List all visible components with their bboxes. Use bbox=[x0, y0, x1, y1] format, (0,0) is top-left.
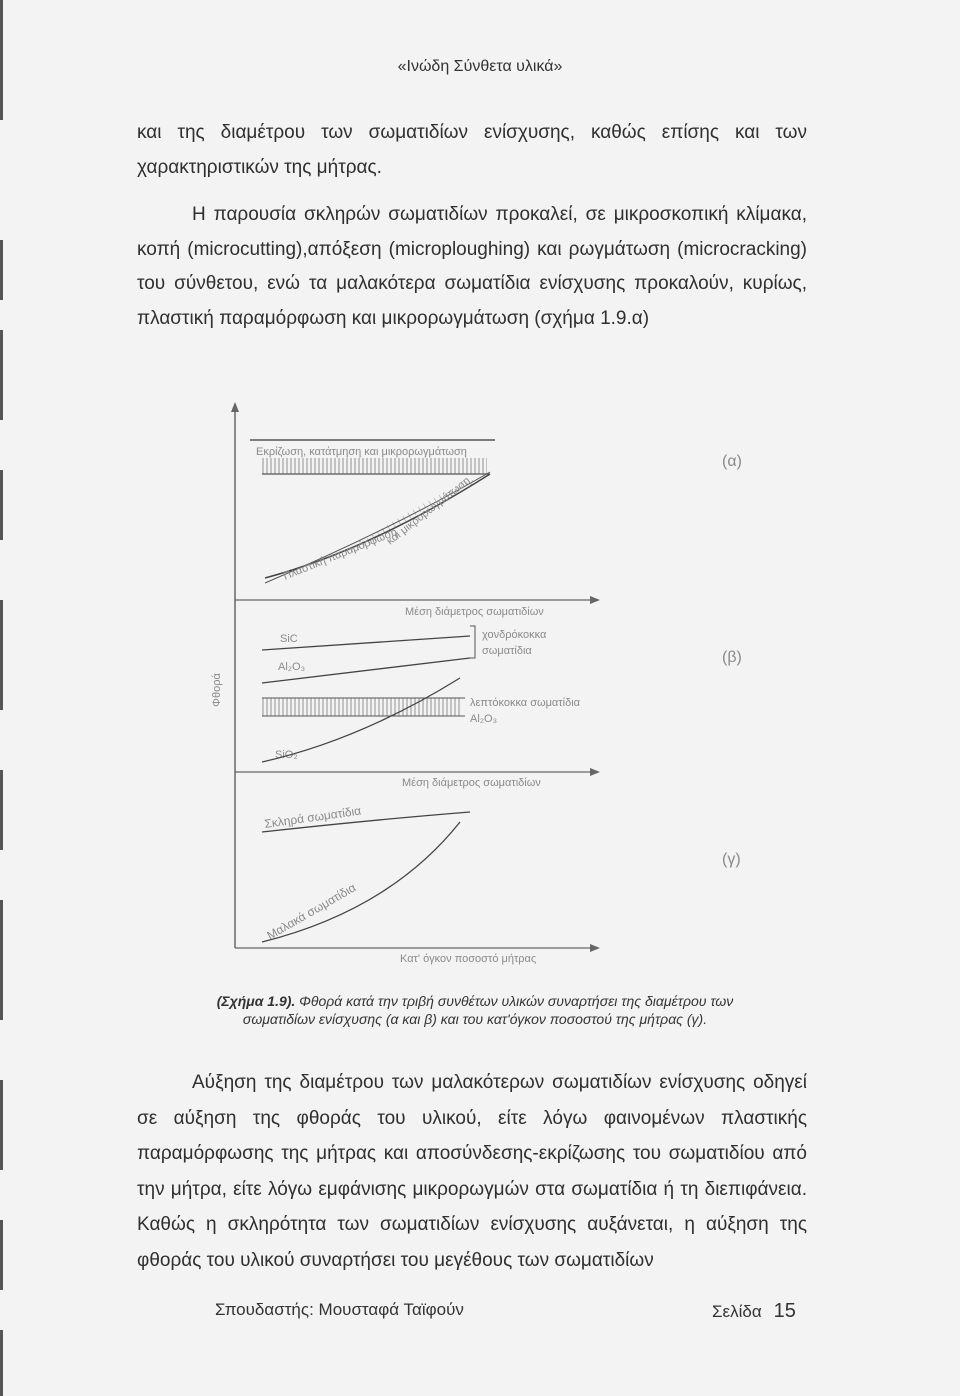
panel-b-x-label: Μέση διάμετρος σωματιδίων bbox=[402, 777, 541, 789]
caption-text: Φθορά κατά την τριβή συνθέτων υλικών συναρτήσει της διαμέτρου των σωματιδίων ενίσχυσης (α και β) και του κατ'όγκον ποσοστού της μήτρας (γ). bbox=[242, 993, 734, 1027]
panel-c-hard-label: Σκληρά σωματίδια bbox=[263, 803, 362, 831]
panel-a-curve-label-upper: και μικρορωγμάτωση bbox=[384, 474, 473, 548]
panel-c bbox=[235, 804, 741, 965]
y-axis-arrow bbox=[231, 402, 239, 412]
panel-c-soft-label: Μαλακά σωματίδια bbox=[264, 880, 359, 943]
footer-student: Σπουδαστής: Μουσταφά Ταϊφούν bbox=[215, 1300, 464, 1319]
binding-edge bbox=[0, 0, 6, 1396]
panel-b-coarse-line1: χονδρόκοκκα bbox=[482, 629, 547, 641]
footer-page bbox=[712, 1300, 796, 1323]
panel-a-curve-label-lower: Πλαστική παραμόρφωση bbox=[281, 526, 399, 583]
panel-b bbox=[235, 626, 742, 789]
page-label: Σελίδα bbox=[712, 1302, 762, 1321]
panel-b-al2o3-label: Al₂O₃ bbox=[278, 661, 306, 673]
panel-b-fine-line1: λεπτόκοκκα σωματίδια bbox=[470, 697, 581, 709]
panel-b-sic-label: SiC bbox=[280, 633, 298, 645]
panel-b-coarse-line2: σωματίδια bbox=[482, 645, 532, 657]
figure-caption bbox=[190, 992, 760, 1028]
panel-a-x-label: Μέση διάμετρος σωματιδίων bbox=[405, 606, 544, 618]
panel-b-sio2-label: SiO₂ bbox=[275, 749, 298, 761]
paragraph-3: Αύξηση της διαμέτρου των μαλακότερων σωματιδίων ενίσχυσης οδηγεί σε αύξηση της φθοράς του υλικού, είτε λόγω φαινομένων πλαστικής παραμόρφωσης της μήτρας και αποσύνδεσης-εκρίζωσης του σωματιδίου από την μήτρα, είτε λόγω εμφάνισης μικρορωγμών στα σωματίδια ή τη διεπιφάνεια. Καθώς η σκληρότητα των σωματιδίων ενίσχυσης αυξάνεται, η αύξηση της φθοράς του υλικού συναρτήσει του μεγέθους των σωματιδίων bbox=[137, 1072, 807, 1271]
panel-c-tag: (γ) bbox=[722, 851, 741, 868]
panel-a-top-label: Εκρίζωση, κατάτμηση και μικρορωγμάτωση bbox=[256, 446, 467, 458]
y-axis-label: Φθορά bbox=[211, 673, 223, 707]
paragraph-2: Η παρουσία σκληρών σωματιδίων προκαλεί, σε μικροσκοπική κλίμακα, κοπή (microcutting),απόξεση (microploughing) και ρωγμάτωση (microcracking) του σύνθετου, ενώ τα μαλακότερα σωματίδια ενίσχυσης προκαλούν, κυρίως, πλαστική παραμόρφωση και μικρορωγμάτωση (σχήμα 1.9.α) bbox=[137, 204, 807, 329]
caption-label: (Σχήμα 1.9). bbox=[216, 993, 296, 1009]
paragraph-1: και της διαμέτρου των σωματιδίων ενίσχυσης, καθώς επίσης και των χαρακτηριστικών της μήτρας. bbox=[137, 122, 807, 178]
panel-b-tag: (β) bbox=[722, 649, 742, 666]
page-number: 15 bbox=[773, 1300, 796, 1322]
panel-c-x-label: Κατ' όγκον ποσοστό μήτρας bbox=[400, 953, 537, 965]
panel-b-fine-line2: Al₂O₃ bbox=[470, 713, 498, 725]
panel-a bbox=[235, 440, 742, 618]
panel-a-tag: (α) bbox=[722, 453, 742, 470]
running-header: «Ινώδη Σύνθετα υλικά» bbox=[397, 58, 563, 75]
wear-figure bbox=[190, 400, 790, 972]
